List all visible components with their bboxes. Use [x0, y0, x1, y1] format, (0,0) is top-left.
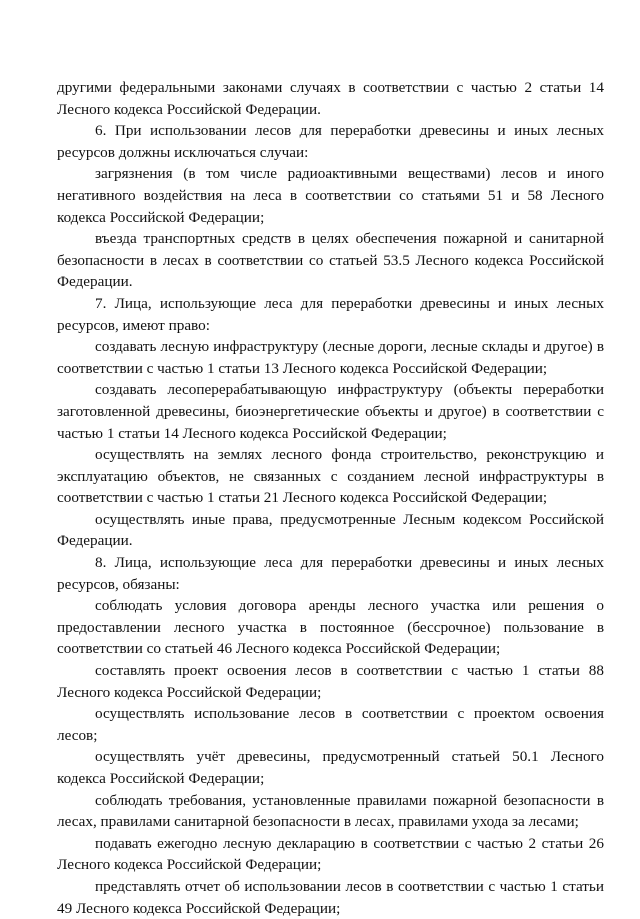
paragraph: соблюдать условия договора аренды лесного участка или решения о предоставлении лесного участка в постоянное (бессрочное) пользование в соответствии со статьей 46 Лесного кодекса Российской Федерации; — [57, 597, 604, 658]
paragraph-item-8: 8. Лица, использующие леса для переработки древесины и иных лесных ресурсов, обязаны: — [57, 554, 604, 593]
paragraph: осуществлять учёт древесины, предусмотренный статьей 50.1 Лесного кодекса Российской Федерации; — [57, 748, 604, 787]
paragraph-item-6: 6. При использовании лесов для переработки древесины и иных лесных ресурсов должны исключаться случаи: — [57, 122, 604, 161]
paragraph: соблюдать требования, установленные правилами пожарной безопасности в лесах, правилами санитарной безопасности в лесах, правилами ухода за лесами; — [57, 791, 604, 831]
paragraph-item-7: 7. Лица, использующие леса для переработки древесины и иных лесных ресурсов, имеют право: — [57, 294, 604, 334]
paragraph: въезда транспортных средств в целях обеспечения пожарной и санитарной безопасности в лесах в соответствии со статьей 53.5 Лесного кодекса Российской Федерации. — [57, 230, 604, 291]
document-body — [57, 77, 604, 919]
paragraph: осуществлять на землях лесного фонда строительство, реконструкцию и эксплуатацию объектов, не связанных с созданием лесной инфраструктуры в соответствии с частью 1 статьи 21 Лесного кодекса Российской Федерации; — [57, 446, 604, 507]
paragraph: создавать лесоперерабатывающую инфраструктуру (объекты переработки заготовленной древесины, биоэнергетические объекты и другое) в соответствии с частью 1 статьи 14 Лесного кодекса Российской Федерации; — [57, 381, 604, 442]
paragraph: подавать ежегодно лесную декларацию в соответствии с частью 2 статьи 26 Лесного кодекса Российской Федерации; — [57, 834, 604, 874]
paragraph: осуществлять иные права, предусмотренные Лесным кодексом Российской Федерации. — [57, 510, 604, 550]
paragraph: осуществлять использование лесов в соответствии с проектом освоения лесов; — [57, 705, 604, 744]
paragraph: составлять проект освоения лесов в соответствии с частью 1 статьи 88 Лесного кодекса Российской Федерации; — [57, 662, 604, 701]
paragraph: представлять отчет об использовании лесов в соответствии с частью 1 статьи 49 Лесного кодекса Российской Федерации; — [57, 877, 604, 917]
paragraph: загрязнения (в том числе радиоактивными веществами) лесов и иного негативного воздействия на леса в соответствии со статьями 51 и 58 Лесного кодекса Российской Федерации; — [57, 165, 604, 226]
paragraph: другими федеральными законами случаях в соответствии с частью 2 статьи 14 Лесного кодекса Российской Федерации. — [57, 79, 604, 118]
paragraph: создавать лесную инфраструктуру (лесные дороги, лесные склады и другое) в соответствии с частью 1 статьи 13 Лесного кодекса Российской Федерации; — [57, 338, 604, 377]
